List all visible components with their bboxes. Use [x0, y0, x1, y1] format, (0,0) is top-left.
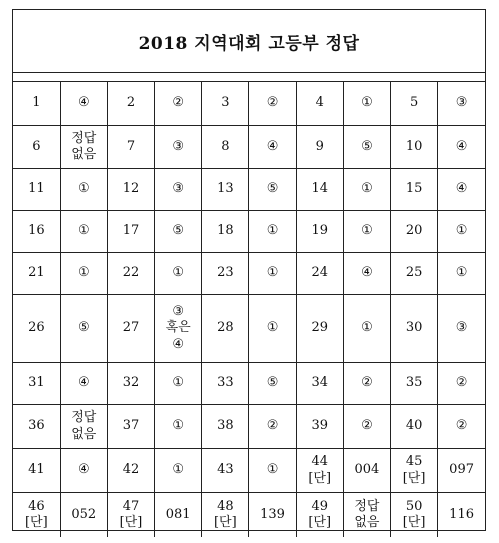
answer-cell: ②: [438, 363, 485, 405]
question-number-cell: 39: [296, 405, 343, 449]
answer-cell: 139: [249, 493, 296, 537]
question-number-cell: 3: [202, 82, 249, 126]
question-number-cell: 10: [391, 126, 438, 169]
answer-cell: ①: [155, 253, 202, 295]
answer-cell: ①: [438, 211, 485, 253]
question-number-cell: 26: [13, 295, 60, 363]
answer-cell: ④: [60, 82, 107, 126]
answer-cell: ④: [249, 126, 296, 169]
answer-cell: ①: [343, 295, 390, 363]
question-number-cell: 35: [391, 363, 438, 405]
answer-cell: 정답 없음: [60, 126, 107, 169]
answer-cell: ③: [155, 126, 202, 169]
question-number-cell: 48 [단]: [202, 493, 249, 537]
question-number-cell: 14: [296, 169, 343, 211]
question-number-cell: 45 [단]: [391, 449, 438, 493]
answer-cell: ①: [343, 82, 390, 126]
answer-cell: 정답 없음: [60, 405, 107, 449]
answer-cell: ③: [438, 295, 485, 363]
question-number-cell: 37: [107, 405, 154, 449]
question-number-cell: 44 [단]: [296, 449, 343, 493]
question-number-cell: 15: [391, 169, 438, 211]
question-number-cell: 46 [단]: [13, 493, 60, 537]
answer-cell: ⑤: [343, 126, 390, 169]
answer-cell: ④: [343, 253, 390, 295]
answer-cell: 004: [343, 449, 390, 493]
answer-cell: ④: [60, 449, 107, 493]
question-number-cell: 38: [202, 405, 249, 449]
answer-cell: ①: [155, 405, 202, 449]
answer-sheet: [12, 9, 486, 531]
answer-cell: ④: [60, 363, 107, 405]
answer-cell: ⑤: [155, 211, 202, 253]
answer-cell: ①: [155, 363, 202, 405]
question-number-cell: 11: [13, 169, 60, 211]
question-number-cell: 23: [202, 253, 249, 295]
question-number-cell: 9: [296, 126, 343, 169]
answer-cell: 052: [60, 493, 107, 537]
answer-cell: ⑤: [249, 363, 296, 405]
answer-cell: ③ 혹은 ④: [155, 295, 202, 363]
question-number-cell: 41: [13, 449, 60, 493]
answer-cell: ②: [249, 405, 296, 449]
question-number-cell: 2: [107, 82, 154, 126]
question-number-cell: 13: [202, 169, 249, 211]
answer-cell: 116: [438, 493, 485, 537]
question-number-cell: 18: [202, 211, 249, 253]
answer-cell: ②: [249, 82, 296, 126]
table-row: [13, 363, 485, 405]
answer-cell: ①: [60, 253, 107, 295]
answer-cell: ③: [155, 169, 202, 211]
table-row: [13, 211, 485, 253]
table-row: [13, 449, 485, 493]
question-number-cell: 24: [296, 253, 343, 295]
answer-cell: ④: [438, 126, 485, 169]
question-number-cell: 31: [13, 363, 60, 405]
answer-cell: ①: [249, 295, 296, 363]
answer-table: [13, 81, 485, 537]
question-number-cell: 43: [202, 449, 249, 493]
question-number-cell: 32: [107, 363, 154, 405]
question-number-cell: 12: [107, 169, 154, 211]
question-number-cell: 22: [107, 253, 154, 295]
question-number-cell: 40: [391, 405, 438, 449]
question-number-cell: 17: [107, 211, 154, 253]
answer-cell: ②: [343, 405, 390, 449]
answer-cell: 081: [155, 493, 202, 537]
question-number-cell: 7: [107, 126, 154, 169]
question-number-cell: 34: [296, 363, 343, 405]
question-number-cell: 49 [단]: [296, 493, 343, 537]
question-number-cell: 16: [13, 211, 60, 253]
question-number-cell: 6: [13, 126, 60, 169]
answer-cell: ①: [343, 169, 390, 211]
question-number-cell: 5: [391, 82, 438, 126]
answer-cell: ①: [343, 211, 390, 253]
question-number-cell: 33: [202, 363, 249, 405]
answer-cell: ②: [438, 405, 485, 449]
question-number-cell: 28: [202, 295, 249, 363]
answer-cell: ②: [343, 363, 390, 405]
table-row: [13, 493, 485, 537]
answer-cell: ①: [249, 449, 296, 493]
question-number-cell: 50 [단]: [391, 493, 438, 537]
answer-cell: 정답 없음: [343, 493, 390, 537]
question-number-cell: 42: [107, 449, 154, 493]
answer-cell: ①: [60, 169, 107, 211]
question-number-cell: 36: [13, 405, 60, 449]
question-number-cell: 21: [13, 253, 60, 295]
table-row: [13, 82, 485, 126]
answer-cell: ⑤: [60, 295, 107, 363]
answer-cell: ②: [155, 82, 202, 126]
question-number-cell: 30: [391, 295, 438, 363]
answer-cell: ③: [438, 82, 485, 126]
answer-cell: ①: [438, 253, 485, 295]
answer-cell: ④: [438, 169, 485, 211]
question-number-cell: 8: [202, 126, 249, 169]
question-number-cell: 1: [13, 82, 60, 126]
answer-cell: ①: [249, 253, 296, 295]
table-row: [13, 405, 485, 449]
question-number-cell: 25: [391, 253, 438, 295]
answer-cell: ①: [249, 211, 296, 253]
question-number-cell: 19: [296, 211, 343, 253]
answer-cell: ①: [60, 211, 107, 253]
page-title: 2018 지역대회 고등부 정답: [13, 10, 485, 73]
question-number-cell: 29: [296, 295, 343, 363]
answer-cell: 097: [438, 449, 485, 493]
question-number-cell: 4: [296, 82, 343, 126]
answer-cell: ⑤: [249, 169, 296, 211]
question-number-cell: 20: [391, 211, 438, 253]
table-row: [13, 295, 485, 363]
table-row: [13, 253, 485, 295]
table-row: [13, 169, 485, 211]
question-number-cell: 27: [107, 295, 154, 363]
table-row: [13, 126, 485, 169]
answer-cell: ①: [155, 449, 202, 493]
question-number-cell: 47 [단]: [107, 493, 154, 537]
